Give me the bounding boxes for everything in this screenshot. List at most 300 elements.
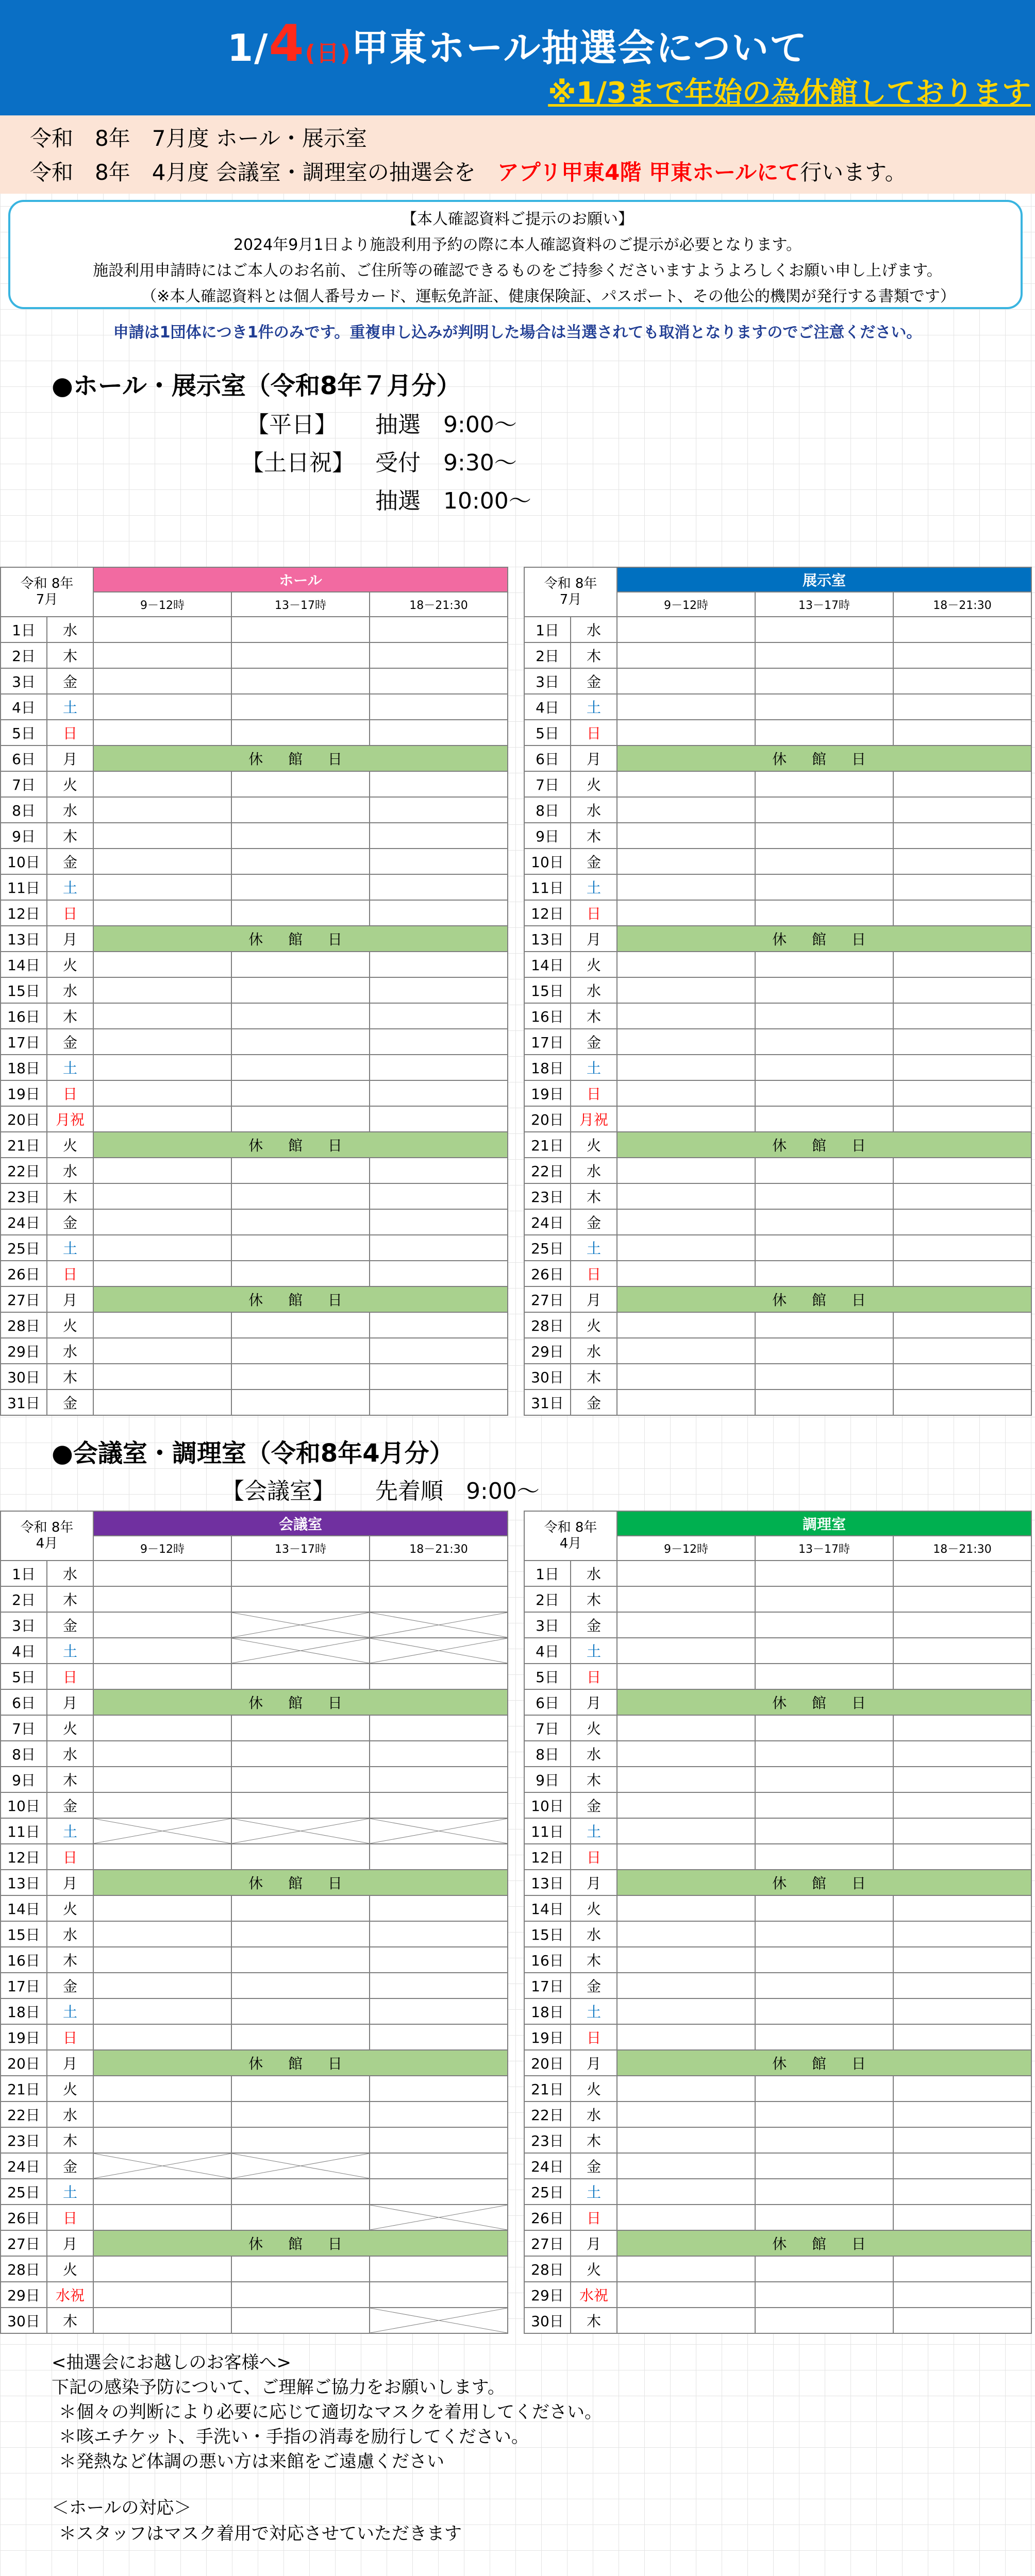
slot-cell[interactable] [617,823,755,849]
slot-cell[interactable] [231,823,370,849]
slot-cell[interactable] [893,1741,1031,1767]
slot-cell[interactable] [93,1364,231,1389]
slot-cell[interactable] [893,1029,1031,1055]
slot-cell[interactable] [231,2076,370,2102]
slot-cell[interactable] [93,1947,231,1973]
slot-cell[interactable] [755,720,893,745]
slot-cell[interactable] [370,1055,508,1080]
slot-cell[interactable] [370,1389,508,1415]
slot-cell[interactable] [231,1586,370,1612]
slot-cell[interactable] [755,1106,893,1132]
slot-cell[interactable] [93,1338,231,1364]
slot-cell[interactable] [370,1003,508,1029]
slot-cell[interactable] [231,1844,370,1870]
slot-cell[interactable] [893,1389,1031,1415]
slot-cell[interactable] [893,1973,1031,1998]
slot-cell[interactable] [231,771,370,797]
slot-cell[interactable] [231,2127,370,2153]
slot-cell[interactable] [755,1055,893,1080]
slot-cell[interactable] [370,1844,508,1870]
slot-cell[interactable] [370,1664,508,1689]
slot-cell[interactable] [370,1235,508,1261]
slot-cell[interactable] [617,1235,755,1261]
slot-cell[interactable] [893,771,1031,797]
slot-cell[interactable] [370,1586,508,1612]
slot-cell[interactable] [893,642,1031,668]
slot-cell[interactable] [370,668,508,694]
slot-cell[interactable] [231,1664,370,1689]
slot-cell[interactable] [755,1338,893,1364]
slot-cell[interactable] [617,1715,755,1741]
slot-cell[interactable] [755,1561,893,1586]
slot-cell[interactable] [617,2282,755,2308]
slot-cell[interactable] [755,823,893,849]
slot-cell[interactable] [93,1389,231,1415]
slot-cell[interactable] [370,797,508,823]
slot-cell[interactable] [893,668,1031,694]
slot-cell[interactable] [755,1664,893,1689]
slot-cell[interactable] [755,849,893,874]
slot-cell[interactable] [370,720,508,745]
slot-cell[interactable] [617,952,755,977]
slot-cell[interactable] [893,1209,1031,1235]
slot-cell[interactable] [93,1741,231,1767]
slot-cell[interactable] [370,2024,508,2050]
slot-cell[interactable] [93,1080,231,1106]
slot-cell[interactable] [617,1921,755,1947]
slot-cell[interactable] [755,2205,893,2230]
slot-cell[interactable] [617,1338,755,1364]
slot-cell[interactable] [93,1183,231,1209]
slot-cell[interactable] [93,1261,231,1286]
slot-cell[interactable] [617,1767,755,1792]
slot-cell[interactable] [370,1029,508,1055]
slot-cell[interactable] [93,1612,231,1638]
slot-cell[interactable] [893,1106,1031,1132]
slot-cell[interactable] [617,2127,755,2153]
slot-cell[interactable] [93,2076,231,2102]
slot-cell[interactable] [617,1209,755,1235]
slot-cell[interactable] [370,1312,508,1338]
slot-cell[interactable] [893,2282,1031,2308]
slot-cell[interactable] [617,2076,755,2102]
slot-cell[interactable] [231,797,370,823]
slot-cell[interactable] [93,2282,231,2308]
slot-cell[interactable] [617,1664,755,1689]
slot-cell[interactable] [755,900,893,926]
slot-cell[interactable] [755,1209,893,1235]
slot-cell[interactable] [370,2076,508,2102]
slot-cell[interactable] [370,1080,508,1106]
slot-cell[interactable] [617,1106,755,1132]
slot-cell[interactable] [893,720,1031,745]
slot-cell[interactable] [893,1715,1031,1741]
slot-cell[interactable] [617,2256,755,2282]
slot-cell[interactable] [370,1183,508,1209]
slot-cell[interactable] [617,720,755,745]
slot-cell[interactable] [370,1715,508,1741]
slot-cell[interactable] [617,1586,755,1612]
slot-cell[interactable] [893,2205,1031,2230]
slot-cell[interactable] [231,1998,370,2024]
slot-cell[interactable] [231,1106,370,1132]
slot-cell[interactable] [370,1158,508,1183]
slot-cell[interactable] [893,823,1031,849]
slot-cell[interactable] [755,2282,893,2308]
slot-cell[interactable] [370,2153,508,2179]
slot-cell[interactable] [231,1561,370,1586]
slot-cell[interactable] [93,1029,231,1055]
slot-cell[interactable] [231,1364,370,1389]
slot-cell[interactable] [93,1921,231,1947]
slot-cell[interactable] [93,900,231,926]
slot-cell[interactable] [617,771,755,797]
slot-cell[interactable] [370,1741,508,1767]
slot-cell[interactable] [755,1612,893,1638]
slot-cell[interactable] [893,2076,1031,2102]
slot-cell[interactable] [93,1767,231,1792]
slot-cell[interactable] [231,2179,370,2205]
slot-cell[interactable] [231,2308,370,2333]
slot-cell[interactable] [231,1741,370,1767]
slot-cell[interactable] [893,900,1031,926]
slot-cell[interactable] [370,874,508,900]
slot-cell[interactable] [893,952,1031,977]
slot-cell[interactable] [617,1818,755,1844]
slot-cell[interactable] [93,642,231,668]
slot-cell[interactable] [617,1003,755,1029]
slot-cell[interactable] [370,2127,508,2153]
slot-cell[interactable] [893,1158,1031,1183]
slot-cell[interactable] [893,1612,1031,1638]
slot-cell[interactable] [231,1261,370,1286]
slot-cell[interactable] [755,2256,893,2282]
slot-cell[interactable] [93,1209,231,1235]
slot-cell[interactable] [93,1792,231,1818]
slot-cell[interactable] [893,1055,1031,1080]
slot-cell[interactable] [617,1612,755,1638]
slot-cell[interactable] [755,874,893,900]
slot-cell[interactable] [893,1312,1031,1338]
slot-cell[interactable] [93,720,231,745]
slot-cell[interactable] [617,1638,755,1664]
slot-cell[interactable] [617,2179,755,2205]
slot-cell[interactable] [93,1973,231,1998]
slot-cell[interactable] [755,2153,893,2179]
slot-cell[interactable] [755,1767,893,1792]
slot-cell[interactable] [755,1003,893,1029]
slot-cell[interactable] [755,1158,893,1183]
slot-cell[interactable] [231,720,370,745]
slot-cell[interactable] [893,2102,1031,2127]
slot-cell[interactable] [231,617,370,642]
slot-cell[interactable] [755,1844,893,1870]
slot-cell[interactable] [370,1209,508,1235]
slot-cell[interactable] [755,2024,893,2050]
slot-cell[interactable] [231,1029,370,1055]
slot-cell[interactable] [93,2127,231,2153]
slot-cell[interactable] [231,1389,370,1415]
slot-cell[interactable] [93,771,231,797]
slot-cell[interactable] [617,977,755,1003]
slot-cell[interactable] [893,1561,1031,1586]
slot-cell[interactable] [755,1947,893,1973]
slot-cell[interactable] [231,2205,370,2230]
slot-cell[interactable] [893,1895,1031,1921]
slot-cell[interactable] [617,2024,755,2050]
slot-cell[interactable] [893,2153,1031,2179]
slot-cell[interactable] [755,1364,893,1389]
slot-cell[interactable] [617,1998,755,2024]
slot-cell[interactable] [93,1998,231,2024]
slot-cell[interactable] [755,977,893,1003]
slot-cell[interactable] [370,1921,508,1947]
slot-cell[interactable] [231,1209,370,1235]
slot-cell[interactable] [93,2024,231,2050]
slot-cell[interactable] [755,642,893,668]
slot-cell[interactable] [93,694,231,720]
slot-cell[interactable] [370,1895,508,1921]
slot-cell[interactable] [755,1312,893,1338]
slot-cell[interactable] [231,1792,370,1818]
slot-cell[interactable] [617,1895,755,1921]
slot-cell[interactable] [755,2076,893,2102]
slot-cell[interactable] [617,1158,755,1183]
slot-cell[interactable] [370,2256,508,2282]
slot-cell[interactable] [617,2205,755,2230]
slot-cell[interactable] [93,1664,231,1689]
slot-cell[interactable] [93,1561,231,1586]
slot-cell[interactable] [370,1792,508,1818]
slot-cell[interactable] [893,1792,1031,1818]
slot-cell[interactable] [370,952,508,977]
slot-cell[interactable] [93,2256,231,2282]
slot-cell[interactable] [755,1973,893,1998]
slot-cell[interactable] [370,823,508,849]
slot-cell[interactable] [370,900,508,926]
slot-cell[interactable] [755,1586,893,1612]
slot-cell[interactable] [755,1029,893,1055]
slot-cell[interactable] [370,642,508,668]
slot-cell[interactable] [617,849,755,874]
slot-cell[interactable] [755,1818,893,1844]
slot-cell[interactable] [893,1818,1031,1844]
slot-cell[interactable] [893,874,1031,900]
slot-cell[interactable] [617,1973,755,1998]
slot-cell[interactable] [893,2308,1031,2333]
slot-cell[interactable] [617,1364,755,1389]
slot-cell[interactable] [370,617,508,642]
slot-cell[interactable] [370,1261,508,1286]
slot-cell[interactable] [231,1080,370,1106]
slot-cell[interactable] [231,1003,370,1029]
slot-cell[interactable] [755,952,893,977]
slot-cell[interactable] [231,952,370,977]
slot-cell[interactable] [617,2102,755,2127]
slot-cell[interactable] [370,1998,508,2024]
slot-cell[interactable] [93,849,231,874]
slot-cell[interactable] [231,977,370,1003]
slot-cell[interactable] [755,694,893,720]
slot-cell[interactable] [755,1389,893,1415]
slot-cell[interactable] [231,668,370,694]
slot-cell[interactable] [755,668,893,694]
slot-cell[interactable] [93,2179,231,2205]
slot-cell[interactable] [755,1638,893,1664]
slot-cell[interactable] [893,1235,1031,1261]
slot-cell[interactable] [93,1235,231,1261]
slot-cell[interactable] [231,1312,370,1338]
slot-cell[interactable] [231,1895,370,1921]
slot-cell[interactable] [93,952,231,977]
slot-cell[interactable] [370,1338,508,1364]
slot-cell[interactable] [231,1921,370,1947]
slot-cell[interactable] [370,849,508,874]
slot-cell[interactable] [755,2127,893,2153]
slot-cell[interactable] [93,1895,231,1921]
slot-cell[interactable] [231,1158,370,1183]
slot-cell[interactable] [893,694,1031,720]
slot-cell[interactable] [370,977,508,1003]
slot-cell[interactable] [755,1715,893,1741]
slot-cell[interactable] [893,1998,1031,2024]
slot-cell[interactable] [893,1586,1031,1612]
slot-cell[interactable] [617,694,755,720]
slot-cell[interactable] [370,1561,508,1586]
slot-cell[interactable] [893,2179,1031,2205]
slot-cell[interactable] [93,617,231,642]
slot-cell[interactable] [93,1003,231,1029]
slot-cell[interactable] [93,797,231,823]
slot-cell[interactable] [755,1261,893,1286]
slot-cell[interactable] [231,1767,370,1792]
slot-cell[interactable] [893,2256,1031,2282]
slot-cell[interactable] [370,1947,508,1973]
slot-cell[interactable] [755,1183,893,1209]
slot-cell[interactable] [893,849,1031,874]
slot-cell[interactable] [93,1715,231,1741]
slot-cell[interactable] [893,1664,1031,1689]
slot-cell[interactable] [370,2179,508,2205]
slot-cell[interactable] [617,2153,755,2179]
slot-cell[interactable] [231,2024,370,2050]
slot-cell[interactable] [93,1638,231,1664]
slot-cell[interactable] [231,694,370,720]
slot-cell[interactable] [893,1947,1031,1973]
slot-cell[interactable] [617,1389,755,1415]
slot-cell[interactable] [617,1055,755,1080]
slot-cell[interactable] [755,1998,893,2024]
slot-cell[interactable] [617,874,755,900]
slot-cell[interactable] [755,1080,893,1106]
slot-cell[interactable] [893,1183,1031,1209]
slot-cell[interactable] [617,617,755,642]
slot-cell[interactable] [231,2102,370,2127]
slot-cell[interactable] [893,1080,1031,1106]
slot-cell[interactable] [370,771,508,797]
slot-cell[interactable] [617,1792,755,1818]
slot-cell[interactable] [370,1106,508,1132]
slot-cell[interactable] [755,617,893,642]
slot-cell[interactable] [93,1055,231,1080]
slot-cell[interactable] [893,797,1031,823]
slot-cell[interactable] [93,1106,231,1132]
slot-cell[interactable] [231,1338,370,1364]
slot-cell[interactable] [231,900,370,926]
slot-cell[interactable] [617,1261,755,1286]
slot-cell[interactable] [370,1973,508,1998]
slot-cell[interactable] [617,1183,755,1209]
slot-cell[interactable] [893,1364,1031,1389]
slot-cell[interactable] [93,1844,231,1870]
slot-cell[interactable] [617,642,755,668]
slot-cell[interactable] [617,668,755,694]
slot-cell[interactable] [231,1947,370,1973]
slot-cell[interactable] [755,2179,893,2205]
slot-cell[interactable] [755,1792,893,1818]
slot-cell[interactable] [231,1973,370,1998]
slot-cell[interactable] [617,1029,755,1055]
slot-cell[interactable] [893,1261,1031,1286]
slot-cell[interactable] [93,668,231,694]
slot-cell[interactable] [617,1312,755,1338]
slot-cell[interactable] [617,1947,755,1973]
slot-cell[interactable] [231,1183,370,1209]
slot-cell[interactable] [617,797,755,823]
slot-cell[interactable] [755,1895,893,1921]
slot-cell[interactable] [93,1158,231,1183]
slot-cell[interactable] [893,1638,1031,1664]
slot-cell[interactable] [93,2102,231,2127]
slot-cell[interactable] [755,2308,893,2333]
slot-cell[interactable] [370,2282,508,2308]
slot-cell[interactable] [231,2256,370,2282]
slot-cell[interactable] [231,2282,370,2308]
slot-cell[interactable] [370,2102,508,2127]
slot-cell[interactable] [755,1741,893,1767]
slot-cell[interactable] [617,1844,755,1870]
slot-cell[interactable] [893,1338,1031,1364]
slot-cell[interactable] [617,1741,755,1767]
slot-cell[interactable] [93,1586,231,1612]
slot-cell[interactable] [755,1235,893,1261]
slot-cell[interactable] [893,1003,1031,1029]
slot-cell[interactable] [893,617,1031,642]
slot-cell[interactable] [755,797,893,823]
slot-cell[interactable] [231,1715,370,1741]
slot-cell[interactable] [617,1080,755,1106]
slot-cell[interactable] [231,874,370,900]
slot-cell[interactable] [93,1312,231,1338]
slot-cell[interactable] [370,1767,508,1792]
slot-cell[interactable] [231,849,370,874]
slot-cell[interactable] [93,823,231,849]
slot-cell[interactable] [617,2308,755,2333]
slot-cell[interactable] [617,1561,755,1586]
slot-cell[interactable] [893,1767,1031,1792]
slot-cell[interactable] [93,977,231,1003]
slot-cell[interactable] [370,694,508,720]
slot-cell[interactable] [893,2024,1031,2050]
slot-cell[interactable] [93,2308,231,2333]
slot-cell[interactable] [755,1921,893,1947]
slot-cell[interactable] [893,1921,1031,1947]
slot-cell[interactable] [93,2205,231,2230]
slot-cell[interactable] [370,1364,508,1389]
slot-cell[interactable] [93,874,231,900]
slot-cell[interactable] [893,1844,1031,1870]
slot-cell[interactable] [893,2127,1031,2153]
